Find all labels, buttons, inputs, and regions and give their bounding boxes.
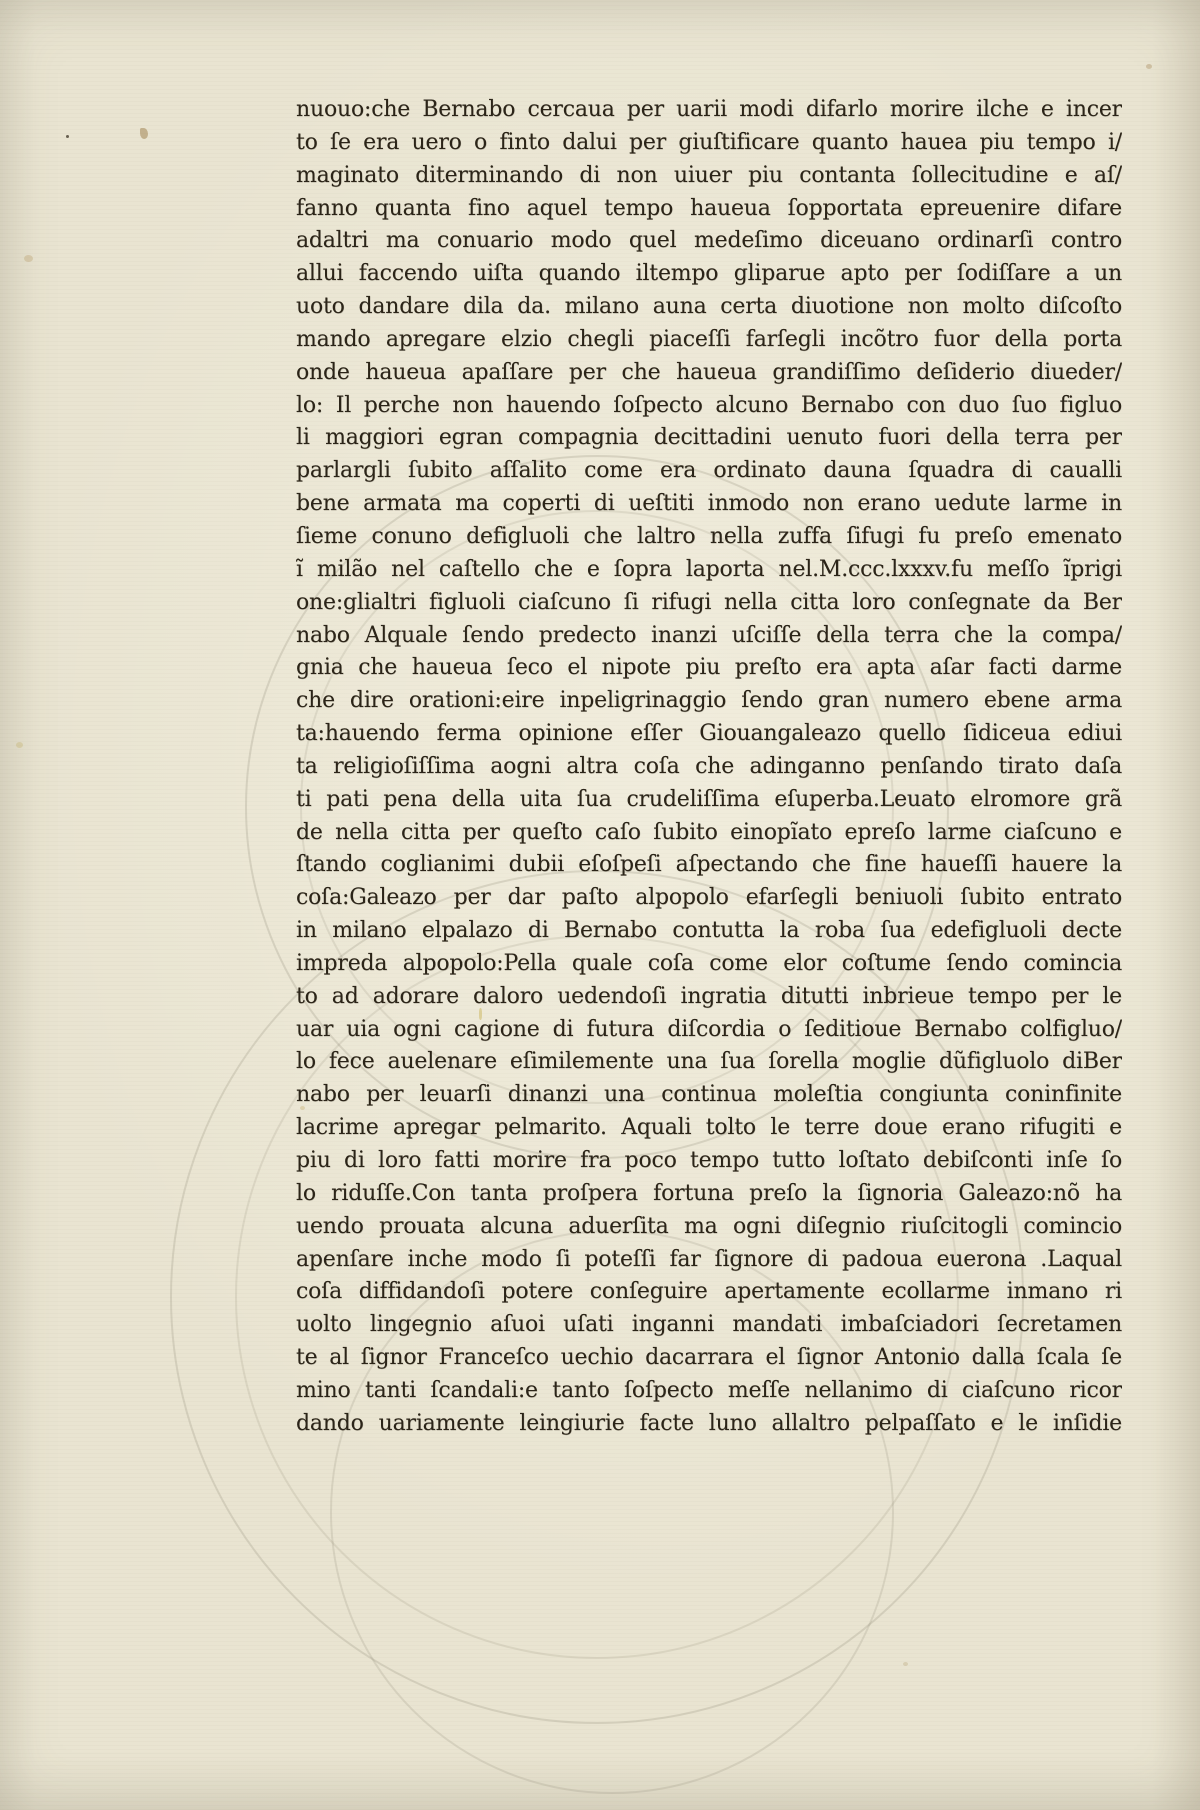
text-line: coſa:Galeazo per dar paſto alpopolo efarſegli beniuoli ſubito entrato [296, 885, 1122, 911]
text-line: gnia che haueua ſeco el nipote piu preſto era apta aſar facti darme [296, 655, 1122, 681]
text-block [296, 94, 1122, 1441]
text-line: lacrime apregar pelmarito. Aquali tolto le terre doue erano rifugiti e [296, 1115, 1122, 1141]
text-line: lo: Il perche non hauendo ſoſpecto alcuno Bernabo con duo ſuo figluo [296, 392, 1122, 418]
text-line: uar uia ogni cagione di futura diſcordia o ſeditioue Bernabo colfigluo/ [296, 1016, 1122, 1042]
text-line: adaltri ma conuario modo quel medeſimo diceuano ordinarſi contro [296, 228, 1122, 254]
text-line: parlargli ſubito aſſalito come era ordinato dauna ſquadra di caualli [296, 458, 1122, 484]
text-line: lo riduſſe.Con tanta proſpera fortuna preſo la ſignoria Galeazo:nõ ha [296, 1180, 1122, 1206]
text-line: apenſare inche modo ſi poteſſi far ſignore di padoua euerona .Laqual [296, 1246, 1122, 1272]
text-line: dando uariamente leingiurie facte luno allaltro pelpaſſato e le inſidie [296, 1410, 1122, 1436]
text-line: fanno quanta fino aquel tempo haueua ſopportata epreuenire difare [296, 195, 1122, 221]
text-line: one:glialtri figluoli ciaſcuno ſi rifugi nella citta loro conſegnate da Ber [296, 589, 1122, 615]
text-line: ſieme conuno defigluoli che laltro nella zuffa ſifugi fu preſo emenato [296, 523, 1122, 549]
text-line: te al ſignor Franceſco uechio dacarrara el ſignor Antonio dalla ſcala ſe [296, 1345, 1122, 1371]
text-line: uoto dandare dila da. milano auna certa diuotione non molto diſcoſto [296, 294, 1122, 320]
text-line: maginato diterminando di non uiuer piu contanta ſollecitudine e aſ/ [296, 162, 1122, 188]
text-line: uendo prouata alcuna aduerſita ma ogni diſegnio riuſcitogli comincio [296, 1213, 1122, 1239]
text-line: uolto lingegnio aſuoi uſati inganni mandati imbaſciadori ſecretamen [296, 1312, 1122, 1338]
foxing-speck [903, 1662, 908, 1666]
foxing-speck [16, 742, 23, 748]
text-line: mando apregare elzio chegli piaceſſi farſegli incõtro fuor della porta [296, 326, 1122, 352]
text-line: lo fece auelenare eſimilemente una ſua ſorella moglie dũfigluolo diBer [296, 1049, 1122, 1075]
text-line: mino tanti ſcandali:e tanto ſoſpecto meſſe nellanimo di ciaſcuno ricor [296, 1377, 1122, 1403]
text-line: to ad adorare daloro uedendoſi ingratia ditutti inbrieue tempo per le [296, 983, 1122, 1009]
text-line: to ſe era uero o finto dalui per giuſtificare quanto hauea piu tempo i/ [296, 129, 1122, 155]
text-line: nuouo:che Bernabo cercaua per uarii modi difarlo morire ilche e incer [296, 97, 1122, 122]
text-line: li maggiori egran compagnia decittadini uenuto fuori della terra per [296, 425, 1122, 451]
text-line: onde haueua apaſſare per che haueua grandiſſimo deſiderio diueder/ [296, 359, 1122, 385]
text-line: ta religioſiſſima aogni altra coſa che adinganno penſando tirato daſa [296, 753, 1122, 779]
text-line: bene armata ma coperti di ueſtiti inmodo non erano uedute larme in [296, 491, 1122, 517]
text-line: ĩ milão nel caſtello che e ſopra laporta nel.M.ccc.lxxxv.fu meſſo ĩprigi [296, 556, 1122, 582]
text-line: ſtando coglianimi dubii eſoſpeſi aſpectando che fine haueſſi hauere la [296, 852, 1122, 878]
text-line: ti pati pena della uita ſua crudeliſſima eſuperba.Leuato elromore grã [296, 786, 1122, 812]
text-line: in milano elpalazo di Bernabo contutta la roba ſua edefigluoli decte [296, 918, 1122, 944]
text-line: coſa diffidandoſi potere conſeguire apertamente ecollarme inmano ri [296, 1279, 1122, 1305]
text-line: nabo per leuarſi dinanzi una continua moleſtia congiunta coninfinite [296, 1082, 1122, 1108]
foxing-speck [66, 135, 69, 138]
text-line: allui faccendo uiſta quando iltempo gliparue apto per ſodiſſare a un [296, 261, 1122, 287]
foxing-speck [1146, 64, 1152, 69]
text-line: che dire orationi:eire inpeligrinaggio ſendo gran numero ebene arma [296, 688, 1122, 714]
foxing-speck [140, 128, 148, 139]
text-line: nabo Alquale ſendo predecto inanzi uſciſſe della terra che la compa/ [296, 622, 1122, 648]
text-line: piu di loro fatti morire fra poco tempo tutto loſtato debiſconti inſe ſo [296, 1148, 1122, 1173]
foxing-speck [24, 255, 33, 262]
text-line: impreda alpopolo:Pella quale coſa come elor coſtume ſendo comincia [296, 950, 1122, 976]
text-line: de nella citta per queſto caſo ſubito einopĩato epreſo larme ciaſcuno e [296, 819, 1122, 845]
text-line: ta:hauendo ferma opinione eſſer Giouangaleazo quello ſidiceua ediui [296, 721, 1122, 747]
